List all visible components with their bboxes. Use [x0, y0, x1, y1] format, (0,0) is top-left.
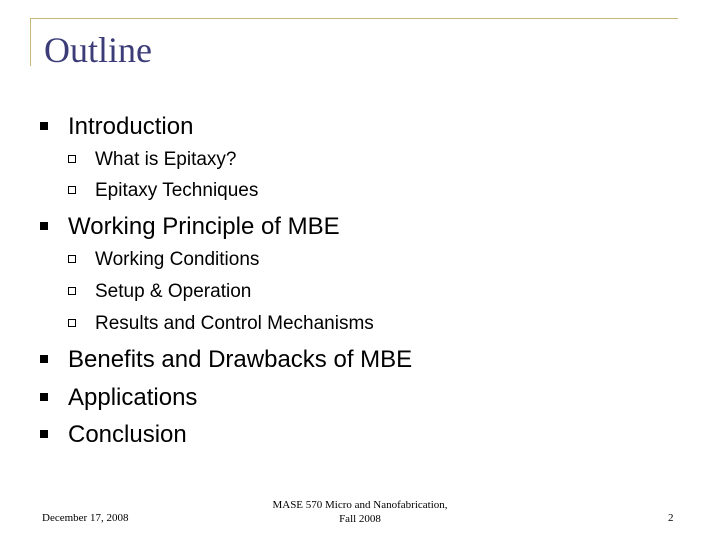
hollow-square-bullet-icon [68, 287, 76, 295]
outline-item-conclusion [40, 420, 187, 450]
square-bullet-icon [40, 430, 48, 438]
outline-subitem [68, 147, 237, 173]
square-bullet-icon [40, 355, 48, 363]
hollow-square-bullet-icon [68, 186, 76, 194]
outline-item-label: Introduction [68, 113, 194, 140]
outline-item-applications [40, 383, 197, 413]
square-bullet-icon [40, 122, 48, 130]
outline-item-benefits [40, 345, 412, 375]
outline-subitem-label: Working Conditions [95, 249, 260, 270]
outline-subitem-label: Setup & Operation [95, 281, 252, 302]
outline-subitem-label: Results and Control Mechanisms [95, 313, 374, 334]
outline-subitem-label: Epitaxy Techniques [95, 180, 259, 201]
footer-course-line: MASE 570 Micro and Nanofabrication, [272, 499, 448, 511]
outline-item-introduction [40, 112, 193, 142]
slide-title: Outline [44, 30, 152, 70]
footer-course-line: Fall 2008 [339, 513, 381, 525]
outline-subitem [68, 178, 258, 204]
footer-page-number: 2 [668, 512, 674, 524]
footer-date: December 17, 2008 [42, 512, 129, 524]
square-bullet-icon [40, 222, 48, 230]
hollow-square-bullet-icon [68, 255, 76, 263]
outline-item-working-principle [40, 212, 340, 242]
outline-subitem [68, 279, 251, 305]
outline-item-label: Benefits and Drawbacks of MBE [68, 346, 413, 373]
square-bullet-icon [40, 393, 48, 401]
hollow-square-bullet-icon [68, 319, 76, 327]
hollow-square-bullet-icon [68, 155, 76, 163]
footer-course [260, 498, 460, 526]
outline-item-label: Conclusion [68, 421, 187, 448]
outline-subitem [68, 311, 374, 337]
outline-subitem [68, 247, 259, 273]
outline-item-label: Applications [68, 384, 198, 411]
outline-item-label: Working Principle of MBE [68, 213, 340, 240]
outline-subitem-label: What is Epitaxy? [95, 149, 237, 170]
